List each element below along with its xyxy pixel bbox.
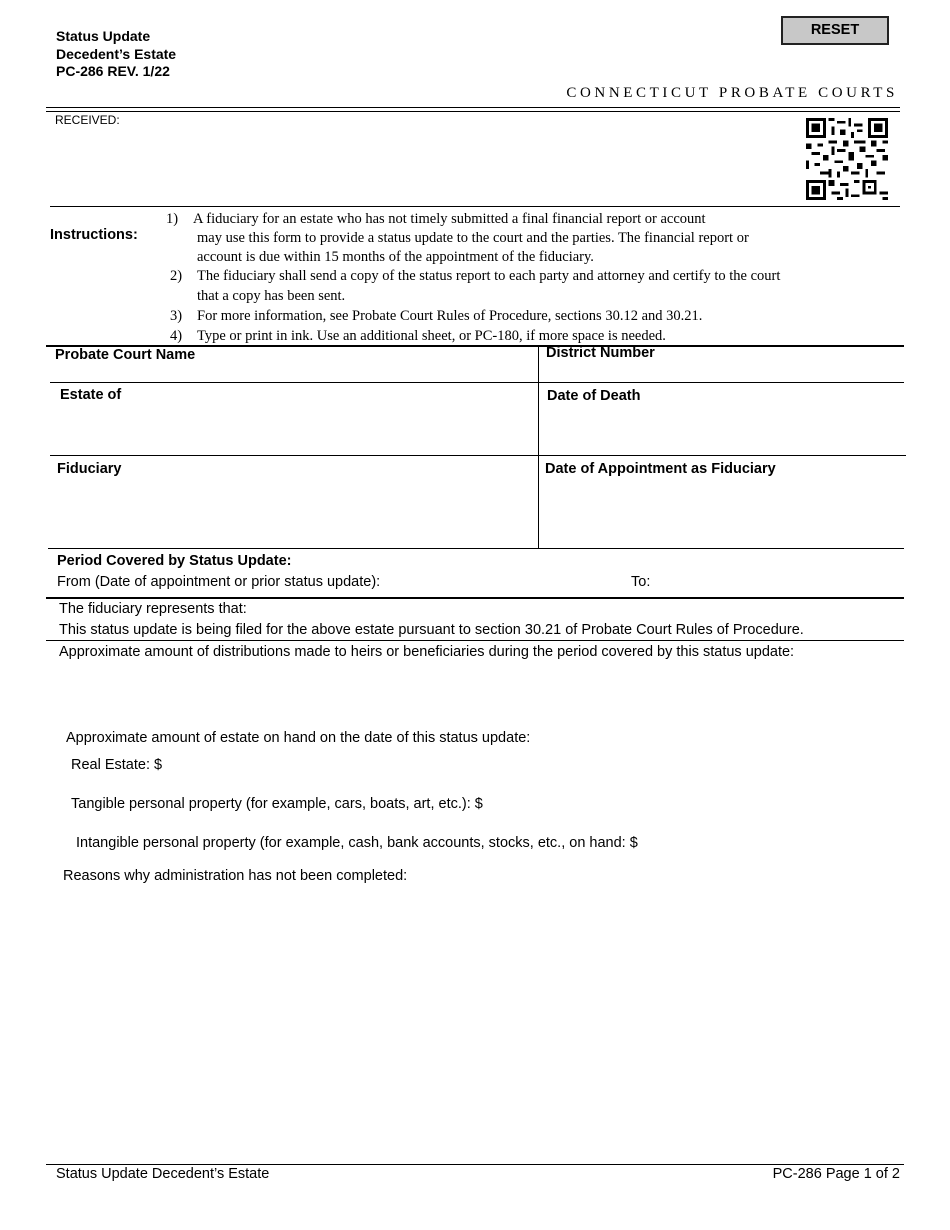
received-divider [50, 206, 900, 207]
received-label: RECEIVED: [55, 113, 120, 127]
instruction-number: 1) [166, 211, 179, 227]
reset-button[interactable]: RESET [781, 16, 889, 45]
header-divider-top [46, 107, 900, 108]
intangible-property-label: Intangible personal property (for example, cash, bank accounts, stocks, etc., on hand: $ [76, 835, 638, 851]
reasons-label: Reasons why administration has not been completed: [63, 868, 408, 884]
instruction-line: that a copy has been sent. [197, 288, 346, 304]
instruction-line: For more information, see Probate Court Rules of Procedure, sections 30.12 and 30.21. [197, 308, 703, 324]
instructions-label: Instructions: [50, 227, 138, 243]
form-title [56, 28, 176, 81]
fields-row-divider [50, 455, 906, 456]
instruction-number: 4) [170, 328, 183, 344]
court-name: CONNECTICUT PROBATE COURTS [566, 85, 898, 101]
period-covered-title: Period Covered by Status Update: [57, 553, 292, 569]
footer-divider [46, 1164, 904, 1165]
fields-column-divider [538, 346, 539, 548]
statement-divider [46, 640, 904, 641]
filing-statement: This status update is being filed for the above estate pursuant to section 30.21 of Probate Court Rules of Procedure. [59, 622, 804, 638]
district-number-label: District Number [546, 345, 655, 361]
fields-bottom-border [48, 548, 904, 549]
fiduciary-label: Fiduciary [57, 461, 122, 477]
distributions-label: Approximate amount of distributions made to heirs or beneficiaries during the period covered by this status update: [59, 644, 795, 660]
form-number: PC-286 REV. 1/22 [56, 63, 170, 79]
instruction-line: The fiduciary shall send a copy of the status report to each party and attorney and certify to the court [197, 268, 781, 284]
fields-row-divider [50, 382, 904, 383]
qr-code-icon [806, 118, 888, 200]
instruction-line: account is due within 15 months of the appointment of the fiduciary. [197, 249, 594, 265]
footer-form-name: Status Update Decedent’s Estate [56, 1166, 270, 1182]
probate-court-name-label: Probate Court Name [55, 347, 196, 363]
period-to-label: To: [631, 574, 651, 590]
date-of-death-label: Date of Death [547, 388, 641, 404]
instruction-number: 3) [170, 308, 183, 324]
footer-page-number: PC-286 Page 1 of 2 [772, 1166, 900, 1182]
period-bottom-border [46, 597, 904, 599]
instruction-line: A fiduciary for an estate who has not timely submitted a final financial report or account [193, 211, 706, 227]
form-title-line: Status Update [56, 28, 151, 44]
form-title-line: Decedent’s Estate [56, 45, 177, 62]
header-divider-bottom [46, 111, 900, 112]
instruction-line: may use this form to provide a status update to the court and the parties. The financial report or [197, 230, 749, 246]
instruction-line: Type or print in ink. Use an additional sheet, or PC-180, if more space is needed. [197, 328, 666, 344]
period-from-label: From (Date of appointment or prior status update): [57, 574, 381, 590]
real-estate-label: Real Estate: $ [71, 757, 163, 773]
estate-of-label: Estate of [60, 387, 122, 403]
date-of-appointment-label: Date of Appointment as Fiduciary [545, 461, 776, 477]
estate-on-hand-label: Approximate amount of estate on hand on the date of this status update: [66, 730, 531, 746]
instruction-number: 2) [170, 268, 183, 284]
represents-intro: The fiduciary represents that: [59, 601, 247, 617]
tangible-property-label: Tangible personal property (for example, cars, boats, art, etc.): $ [71, 796, 483, 812]
